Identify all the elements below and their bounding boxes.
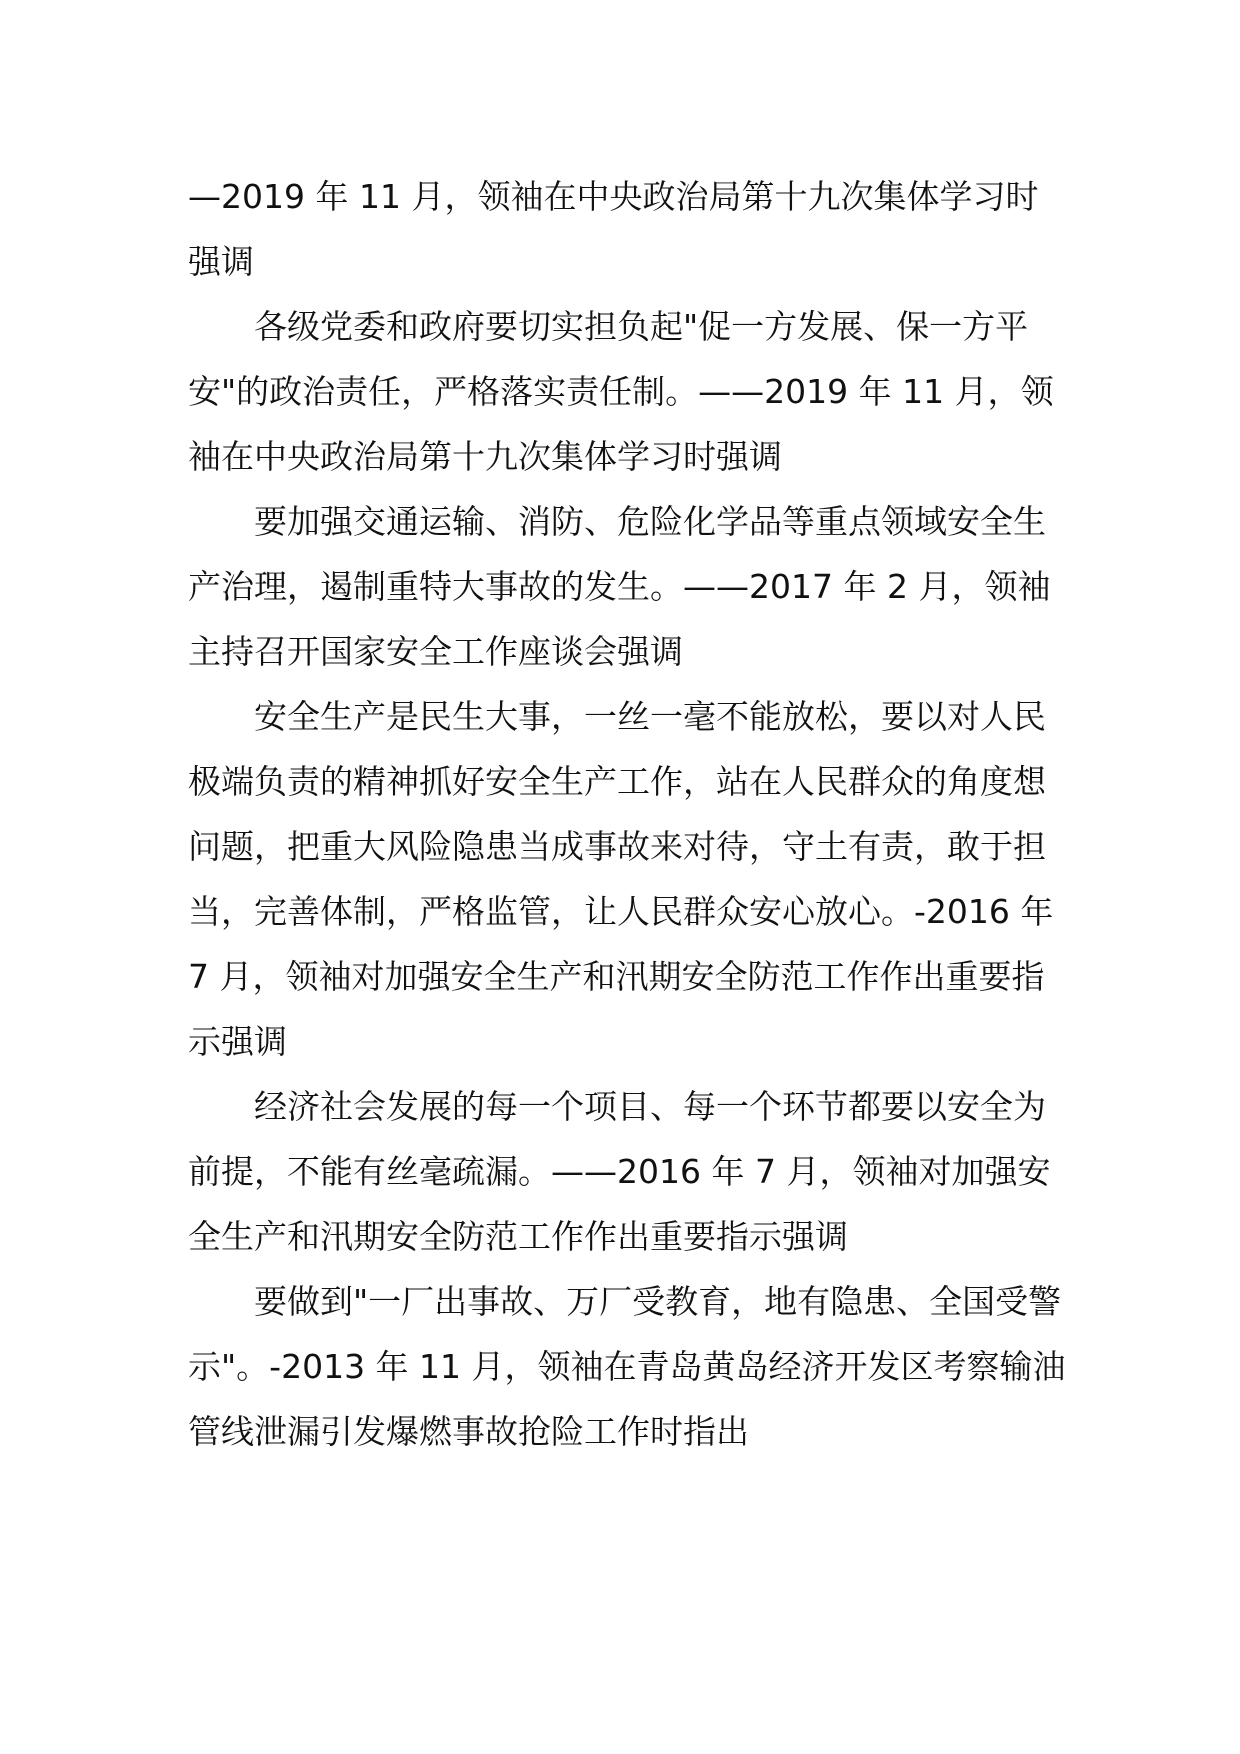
paragraph-party-government-responsibility: 各级党委和政府要切实担负起"促一方发展、保一方平安"的政治责任，严格落实责任制。——2019 年 11 月，领袖在中央政治局第十九次集体学习时强调 — [188, 307, 1054, 476]
paragraph-safety-as-premise: 经济社会发展的每一个项目、每一个环节都要以安全为前提，不能有丝毫疏漏。——2016 年 7 月，领袖对加强安全生产和汛期安全防范工作作出重要指示强调 — [188, 1087, 1051, 1256]
paragraph-key-fields-safety: 要加强交通运输、消防、危险化学品等重点领域安全生产治理，遏制重特大事故的发生。——2017 年 2 月，领袖主持召开国家安全工作座谈会强调 — [188, 502, 1051, 671]
paragraph-safety-production-livelihood: 安全生产是民生大事，一丝一毫不能放松，要以对人民极端负责的精神抓好安全生产工作，站在人民群众的角度想问题，把重大风险隐患当成事故来对待，守土有责，敢于担当，完善体制，严格监管，让人民群众安心放心。-2016 年 7 月，领袖对加强安全生产和汛期安全防范工作作出重要指示强调 — [188, 697, 1054, 1061]
paragraph-quote-source-continued: —2019 年 11 月，领袖在中央政治局第十九次集体学习时强调 — [188, 177, 1039, 281]
paragraph-one-factory-lesson: 要做到"一厂出事故、万厂受教育，地有隐患、全国受警示"。-2013 年 11 月，领袖在青岛黄岛经济开发区考察输油管线泄漏引发爆燃事故抢险工作时指出 — [188, 1282, 1066, 1451]
document-page — [188, 164, 1068, 1464]
